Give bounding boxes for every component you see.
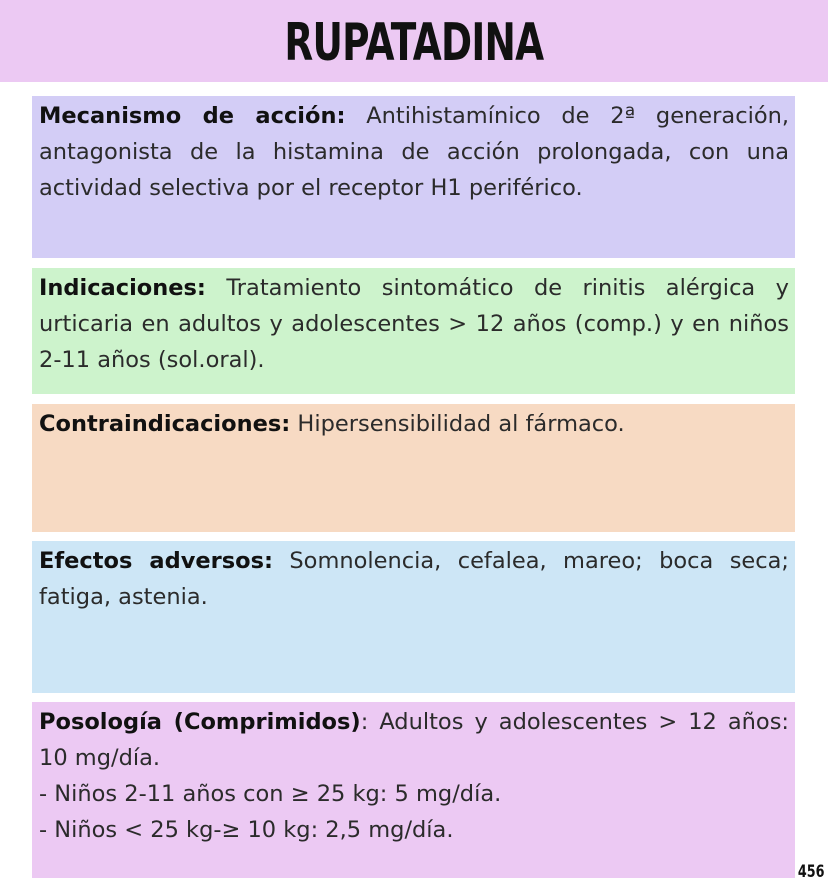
posologia-item: - Niños 2-11 años con ≥ 25 kg: 5 mg/día.	[39, 781, 502, 807]
title-banner	[0, 0, 828, 82]
section-contraindicaciones-label: Contraindicaciones:	[39, 411, 291, 437]
section-mecanismo	[32, 96, 795, 258]
section-indicaciones-label: Indicaciones:	[39, 275, 206, 301]
page-number: 456	[797, 862, 824, 882]
posologia-item: - Niños < 25 kg-≥ 10 kg: 2,5 mg/día.	[39, 817, 454, 843]
section-efectos-label: Efectos adversos:	[39, 548, 273, 574]
section-efectos	[32, 541, 795, 693]
section-indicaciones	[32, 268, 795, 394]
section-posologia-label: Posología (Comprimidos)	[39, 709, 361, 735]
section-contraindicaciones	[32, 404, 795, 532]
page-title: RUPATADINA	[284, 13, 544, 73]
posologia-intro	[39, 704, 789, 776]
section-contraindicaciones-text: Hipersensibilidad al fármaco.	[290, 411, 625, 437]
section-mecanismo-label: Mecanismo de acción:	[39, 103, 346, 129]
section-posologia-text: : Adultos y adolescentes > 12 años: 10 mg/día.	[39, 709, 790, 771]
section-mecanismo-text: Antihistamínico de 2ª generación, antagonista de la histamina de acción prolongada, con una actividad selectiva por el receptor H1 periférico.	[39, 103, 789, 201]
section-efectos-text: Somnolencia, cefalea, mareo; boca seca; fatiga, astenia.	[39, 548, 789, 610]
section-posologia	[32, 702, 795, 878]
section-indicaciones-text: Tratamiento sintomático de rinitis alérgica y urticaria en adultos y adolescentes > 12 años (comp.) y en niños 2-11 años (sol.oral).	[39, 275, 789, 373]
